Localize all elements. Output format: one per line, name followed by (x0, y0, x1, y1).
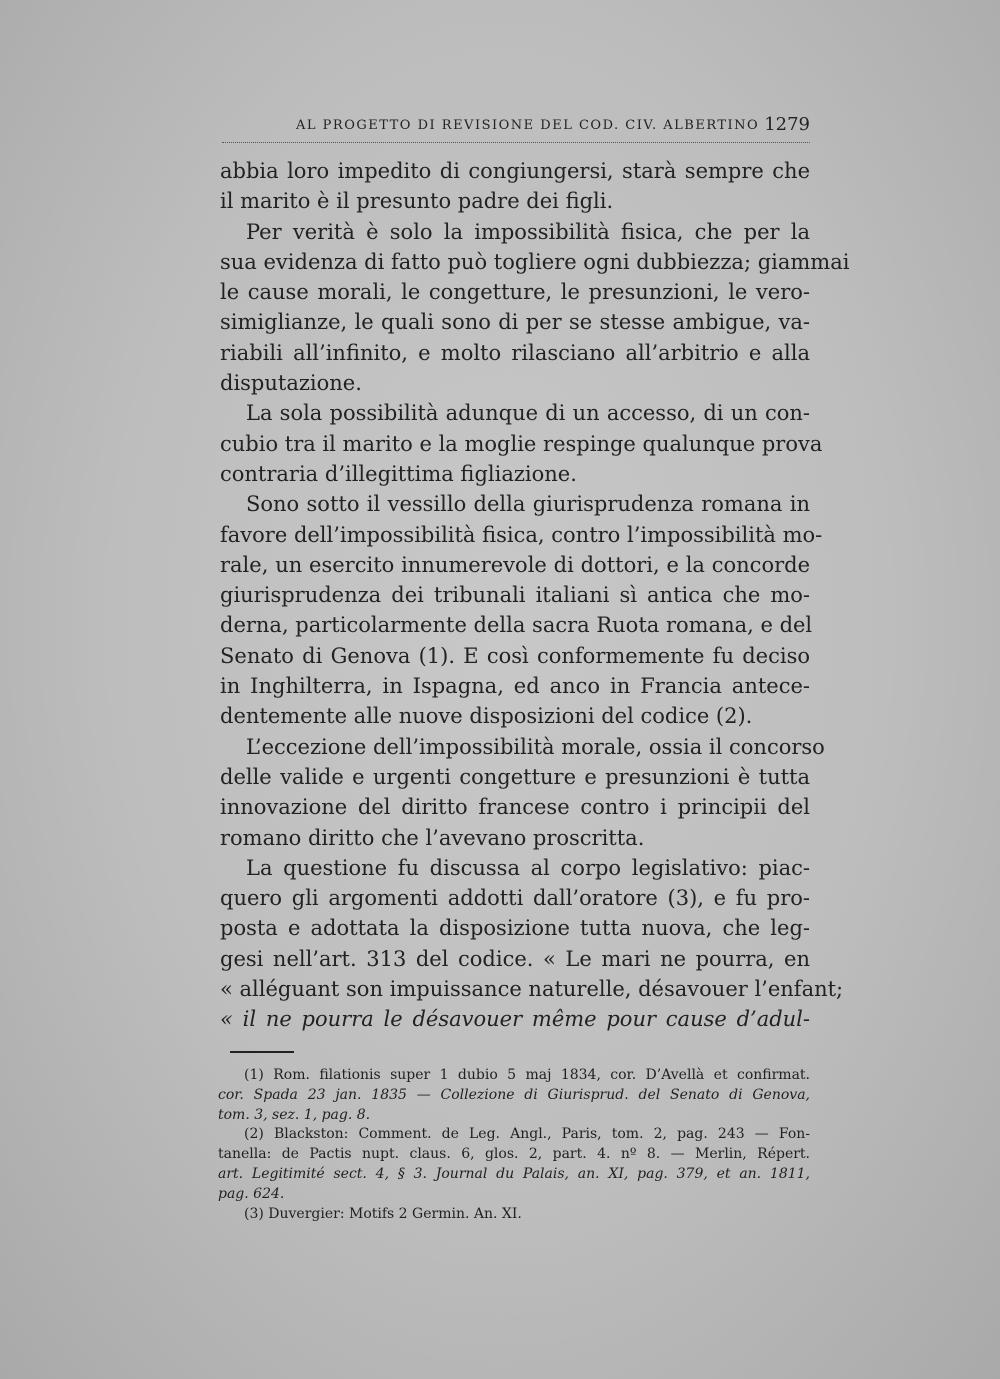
running-head (222, 112, 810, 143)
body-line: rale, un esercito innumerevole di dottori, e la concorde (220, 552, 810, 577)
footnote-line: pag. 624. (218, 1185, 285, 1202)
body-line: sua evidenza di fatto può togliere ogni dubbiezza; giammai (220, 249, 850, 274)
footnote-line: tom. 3, sez. 1, pag. 8. (218, 1106, 371, 1123)
body-line: gesi nell’art. 313 del codice. « Le mari ne pourra, en (220, 946, 810, 971)
body-line: dentemente alle nuove disposizioni del codice (2). (220, 704, 753, 729)
body-line: contraria d’illegittima figliazione. (220, 461, 577, 486)
body-line: in Inghilterra, in Ispagna, ed anco in Francia antece- (220, 674, 810, 699)
body-line: La sola possibilità adunque di un accesso, di un con- (246, 401, 810, 426)
footnote-line: tanella: de Pactis nupt. claus. 6, glos. 2, part. 4. nº 8. — Merlin, Répert. (218, 1146, 810, 1163)
body-line: innovazione del diritto francese contro i principii del (220, 795, 810, 820)
body-line: « alléguant son impuissance naturelle, désavouer l’enfant; (220, 977, 844, 1002)
body-line: cubio tra il marito e la moglie respinge qualunque prova (220, 431, 823, 456)
body-line: abbia loro impedito di congiungersi, starà sempre che (220, 159, 810, 183)
body-line: romano diritto che l’avevano proscritta. (220, 825, 645, 850)
body-line: « il ne pourra le désavouer même pour cause d’adul- (220, 1007, 810, 1032)
body-line: Sono sotto il vessillo della giurisprudenza romana in (246, 492, 810, 517)
body-line: disputazione. (220, 371, 362, 396)
footnote-line: (2) Blackston: Comment. de Leg. Angl., Paris, tom. 2, pag. 243 — Fon- (244, 1126, 810, 1143)
body-line: La questione fu discussa al corpo legislativo: piac- (246, 855, 810, 880)
body-line: Per verità è solo la impossibilità fisica, che per la (246, 219, 810, 244)
body-line: L’eccezione dell’impossibilità morale, ossia il concorso (246, 734, 825, 759)
body-line: simiglianze, le quali sono di per se stesse ambigue, va- (220, 310, 810, 335)
body-line: derna, particolarmente della sacra Ruota romana, e del (220, 613, 813, 638)
page-number: 1279 (764, 114, 810, 135)
body-line: il marito è il presunto padre dei figli. (220, 189, 614, 214)
body-line: Senato di Genova (1). E così conformemente fu deciso (220, 643, 810, 668)
footnote-line: cor. Spada 23 jan. 1835 — Collezione di Giurisprud. del Senato di Genova, (218, 1086, 810, 1103)
body-line: posta e adottata la disposizione tutta nuova, che leg- (220, 916, 810, 941)
body-line: quero gli argomenti addotti dall’oratore (3), e fu pro- (220, 886, 810, 911)
footnotes (218, 1066, 810, 1224)
footnote-line: (3) Duvergier: Motifs 2 Germin. An. XI. (244, 1205, 522, 1222)
body-line: favore dell’impossibilità fisica, contro l’impossibilità mo- (220, 522, 823, 547)
footnote-line: (1) Rom. filationis super 1 dubio 5 maj 1834, cor. D’Avellà et confirmat. (244, 1067, 810, 1083)
body-line: giurisprudenza dei tribunali italiani sì antica che mo- (220, 583, 810, 608)
body-text (220, 156, 850, 1035)
running-title: AL PROGETTO DI REVISIONE DEL COD. CIV. ALBERTINO (296, 118, 760, 133)
body-line: riabili all’infinito, e molto rilasciano all’arbitrio e alla (220, 340, 810, 365)
footnote-line: art. Legitimité sect. 4, § 3. Journal du Palais, an. XI, pag. 379, et an. 1811, (218, 1165, 810, 1182)
body-line: delle valide e urgenti congetture e presunzioni è tutta (220, 764, 810, 789)
footnote-rule (230, 1051, 294, 1053)
body-line: le cause morali, le congetture, le presunzioni, le vero- (220, 280, 810, 305)
